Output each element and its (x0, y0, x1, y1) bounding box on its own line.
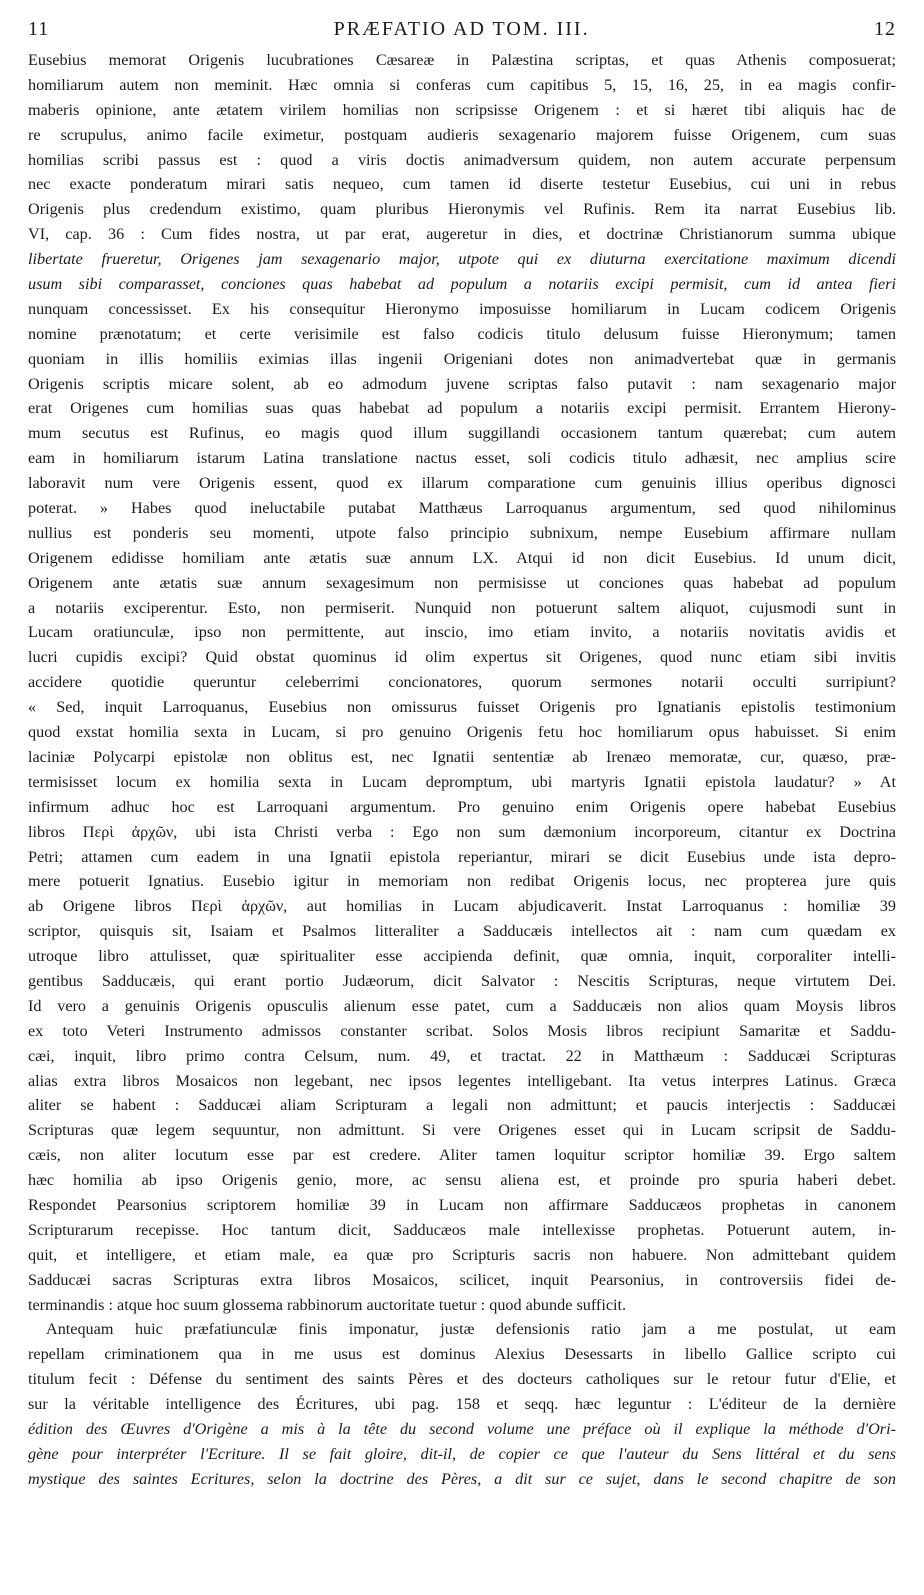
text-line: quod exstat homilia sexta in Lucam, si pro genuino Origenis fetu hoc homiliarum opus habuisset. Si enim (28, 723, 896, 742)
text-line: gène pour interpréter l'Ecriture. Il se fait gloire, dit-il, de copier ce que l'auteur du Sens littéral et du sens (28, 1444, 896, 1463)
text-line: mystique des saintes Ecritures, selon la doctrine des Pères, a dit sur ce sujet, dans le second chapitre de son (28, 1469, 896, 1488)
text-line: Origenis plus credendum existimo, quam pluribus Hieronymis vel Rufinis. Rem ita narrat Eusebius lib. (28, 200, 896, 219)
text-line: gentibus Sadducæis, qui erant portio Judæorum, dicit Salvator : Nescitis Scripturas, neque virtutem Dei. (28, 971, 896, 990)
text-line: quit, et intelligere, et etiam male, ea quæ pro Scripturis sacris non habuere. Non admittebant quidem (28, 1245, 896, 1264)
text-line: libros Περὶ ἀρχῶν, ubi ista Christi verba : Ego non sum dæmonium incorporeum, citantur ex Doctrina (28, 822, 896, 841)
text-line: repellam criminationem qua in me usus est dominus Alexius Desessarts in libello Gallice scripto cui (28, 1345, 896, 1364)
text-line: infirmum adhuc hoc est Larroquani argumentum. Pro genuino enim Origenis opere habebat Eusebius (28, 797, 896, 816)
text-line: erat Origenes cum homilias suas quas habebat ad populum a notariis excipi permisit. Errantem Hierony- (28, 399, 896, 418)
running-head (28, 18, 896, 44)
text-line: édition des Œuvres d'Origène a mis à la tête du second volume une préface où il explique la méthode d'Ori- (28, 1419, 896, 1438)
text-line: libertate frueretur, Origenes jam sexagenario major, utpote qui ex diuturna exercitatione maximum dicendi (28, 250, 896, 269)
text-line: nullius est ponderis seu momenti, utpote falso principio subnixum, nempe Eusebium affirmare nullam (28, 523, 896, 542)
text-line: quoniam in illis homiliis eximias illas ingenii Origeniani dotes non animadvertebat quæ in germanis (28, 349, 896, 368)
text-line: cæi, inquit, libro primo contra Celsum, num. 49, et tractat. 22 in Matthæum : Sadducæi Scripturas (28, 1046, 896, 1065)
text-line: homiliarum autem non meminit. Hæc omnia si conferas cum capitibus 5, 15, 16, 25, in ea magis confir- (28, 75, 896, 94)
text-line: termisisset locum ex homilia sexta in Lucam depromptum, ubi martyris Ignatii epistola laudatur? » At (28, 772, 896, 791)
text-line: nunquam concessisset. Ex his consequitur Hieronymo imposuisse homiliarum in Lucam codicem Origenis (28, 299, 896, 318)
text-line: alias extra libros Mosaicos non legebant, nec ipsos legentes intelligebant. Ita vetus interpres Latinus. Græca (28, 1071, 896, 1090)
text-line: nec exacte ponderatum mirari satis nequeo, cum tamen id diserte testetur Eusebius, cui uni in rebus (28, 175, 896, 194)
text-line: accidere quotidie queruntur celeberrimi concionatores, quorum sermones notarii occulti surripiunt? (28, 673, 896, 692)
text-line: ab Origene libros Περὶ ἀρχῶν, aut homilias in Lucam abjudicaverit. Instat Larroquanus : homiliæ 39 (28, 897, 896, 916)
text-line: usum sibi comparasset, conciones quas habebat ad populum a notariis excipi permisit, cum id antea fieri (28, 275, 896, 294)
running-title: PRÆFATIO AD TOM. III. (333, 18, 590, 40)
text-line: laciniæ Polycarpi epistolæ non oblitus est, nec Ignatii sententiæ ab Irenæo memoratæ, cur, quæso, præ- (28, 747, 896, 766)
paragraph-1 (28, 48, 896, 1317)
text-line: Origenis scriptis micare solent, ab eo admodum juvene scriptas falso putavit : nam sexagenario major (28, 374, 896, 393)
text-line: Sadducæi sacras Scripturas extra libros Mosaicos, scilicet, inquit Pearsonius, in controversiis fidei de- (28, 1270, 896, 1289)
text-line: poterat. » Habes quod ineluctabile putabat Matthæus Larroquanus argumentum, sed quod nihilominus (28, 499, 896, 518)
text-line: nomine prænotatum; et certe verisimile est falso codicis titulo delusum fuisse Hieronymum; tamen (28, 324, 896, 343)
text-line: cæis, non aliter locutum esse par est credere. Aliter tamen loquitur scriptor homiliæ 39. Ergo saltem (28, 1146, 896, 1165)
text-line: a notariis exciperentur. Esto, non permiserit. Nunquid non potuerunt saltem aliquot, cujusmodi sunt in (28, 598, 896, 617)
text-line: utroque libro attulisset, quæ spiritualiter esse accipienda definit, quæ omnia, inquit, corporaliter intelli- (28, 947, 896, 966)
text-line: Eusebius memorat Origenis lucubrationes Cæsareæ in Palæstina scriptas, et quas Athenis composuerat; (28, 51, 896, 69)
text-line: laboravit num vere Origenis essent, quod ex illarum comparatione cum genuinis illius operibus dignosci (28, 474, 896, 493)
text-line: Scripturas quæ legem sequuntur, non admittunt. Si vere Origenes esset qui in Lucam scripsit de Saddu- (28, 1121, 896, 1140)
text-line: maberis opinione, ante ætatem virilem homilias non scripsisse Origenem : et si hæret tibi aliquis hac de (28, 100, 896, 119)
text-line: Origenem edidisse homiliam ante ætatis suæ annum LX. Atqui id non dicit Eusebius. Id unum dicit, (28, 548, 896, 567)
text-line: ex toto Veteri Instrumento admissos constanter scribat. Solos Mosis libros recipiunt Samaritæ et Saddu- (28, 1021, 896, 1040)
text-line: homilias scribi passus est : quod a viris doctis animadversum quidem, non autem accurate perpensum (28, 150, 896, 169)
text-line: Lucam oratiunculæ, ipso non permittente, aut inscio, imo etiam invito, a notariis novitatis avidis et (28, 623, 896, 642)
page (28, 18, 896, 1492)
text-line: titulum fecit : Défense du sentiment des saints Pères et des docteurs catholiques sur le retour futur d'Elie, et (28, 1370, 896, 1389)
text-line: Id vero a genuinis Origenis opusculis alienum esse patet, cum a Sadducæis non alios quam Moysis libros (28, 996, 896, 1015)
text-line: aliter se habent : Sadducæi aliam Scripturam a legali non admittunt; et paucis interjectis : Sadducæi (28, 1096, 896, 1115)
text-line: Respondet Pearsonius scriptorem homiliæ 39 in Lucam non affirmare Sadducæos prophetas in canonem (28, 1195, 896, 1214)
text-line: eam in homiliarum istarum Latina translatione nactus esset, soli codicis titulo adhæsit, nec amplius scire (28, 449, 896, 468)
text-line: « Sed, inquit Larroquanus, Eusebius non omissurus fuisset Origenis pro Ignatianis epistolis testimonium (28, 698, 896, 717)
text-line: hæc homilia ab ipso Origenis genio, more, ac sensu aliena est, et proinde pro spuria haberi debet. (28, 1171, 896, 1190)
text-line: re scrupulus, animo facile eximetur, postquam audieris sexagenario majorem fuisse Origenem, cum suas (28, 125, 896, 144)
paragraph-2 (28, 1317, 896, 1491)
text-line: terminandis : atque hoc suum glossema rabbinorum auctoritate tuetur : quod abunde sufficit. (28, 1295, 627, 1314)
text-line: mere potuerit Ignatius. Eusebio igitur in memoriam non redibat Origenis locus, nec propterea jure quis (28, 872, 896, 891)
text-line: scriptor, quisquis sit, Isaiam et Psalmos litteraliter a Sadducæis intellectos ait : nam cum quædam ex (28, 922, 896, 941)
text-line: lucri cupidis excipi? Quid obstat quominus id olim expertus sit Origenes, quod nunc etiam sibi invitis (28, 648, 896, 667)
text-line: Petri; attamen cum eadem in una Ignatii epistola reperiantur, mirari se dicit Eusebius unde ista depro- (28, 847, 896, 866)
left-page-number: 11 (28, 18, 50, 40)
text-line: VI, cap. 36 : Cum fides nostra, ut par erat, augeretur in dies, et doctrinæ Christianorum summa ubique (28, 225, 896, 244)
body-text (28, 48, 896, 1492)
right-page-number: 12 (874, 18, 896, 40)
text-line: Antequam huic præfatiunculæ finis imponatur, justæ defensionis ratio jam a me postulat, ut eam (46, 1320, 896, 1339)
text-line: sur la véritable intelligence des Écritures, ubi pag. 158 et seqq. hæc leguntur : L'éditeur de la dernière (28, 1395, 896, 1414)
text-line: mum secutus est Rufinus, eo magis quod illum suggillandi occasionem tantum quærebat; cum autem (28, 424, 896, 443)
text-line: Scripturarum recepisse. Hoc tantum dicit, Sadducæos male intellexisse prophetas. Potuerunt autem, in- (28, 1220, 896, 1239)
text-line: Origenem ante ætatis suæ annum sexagesimum non permisisse ut conciones quas habebat ad populum (28, 573, 896, 592)
